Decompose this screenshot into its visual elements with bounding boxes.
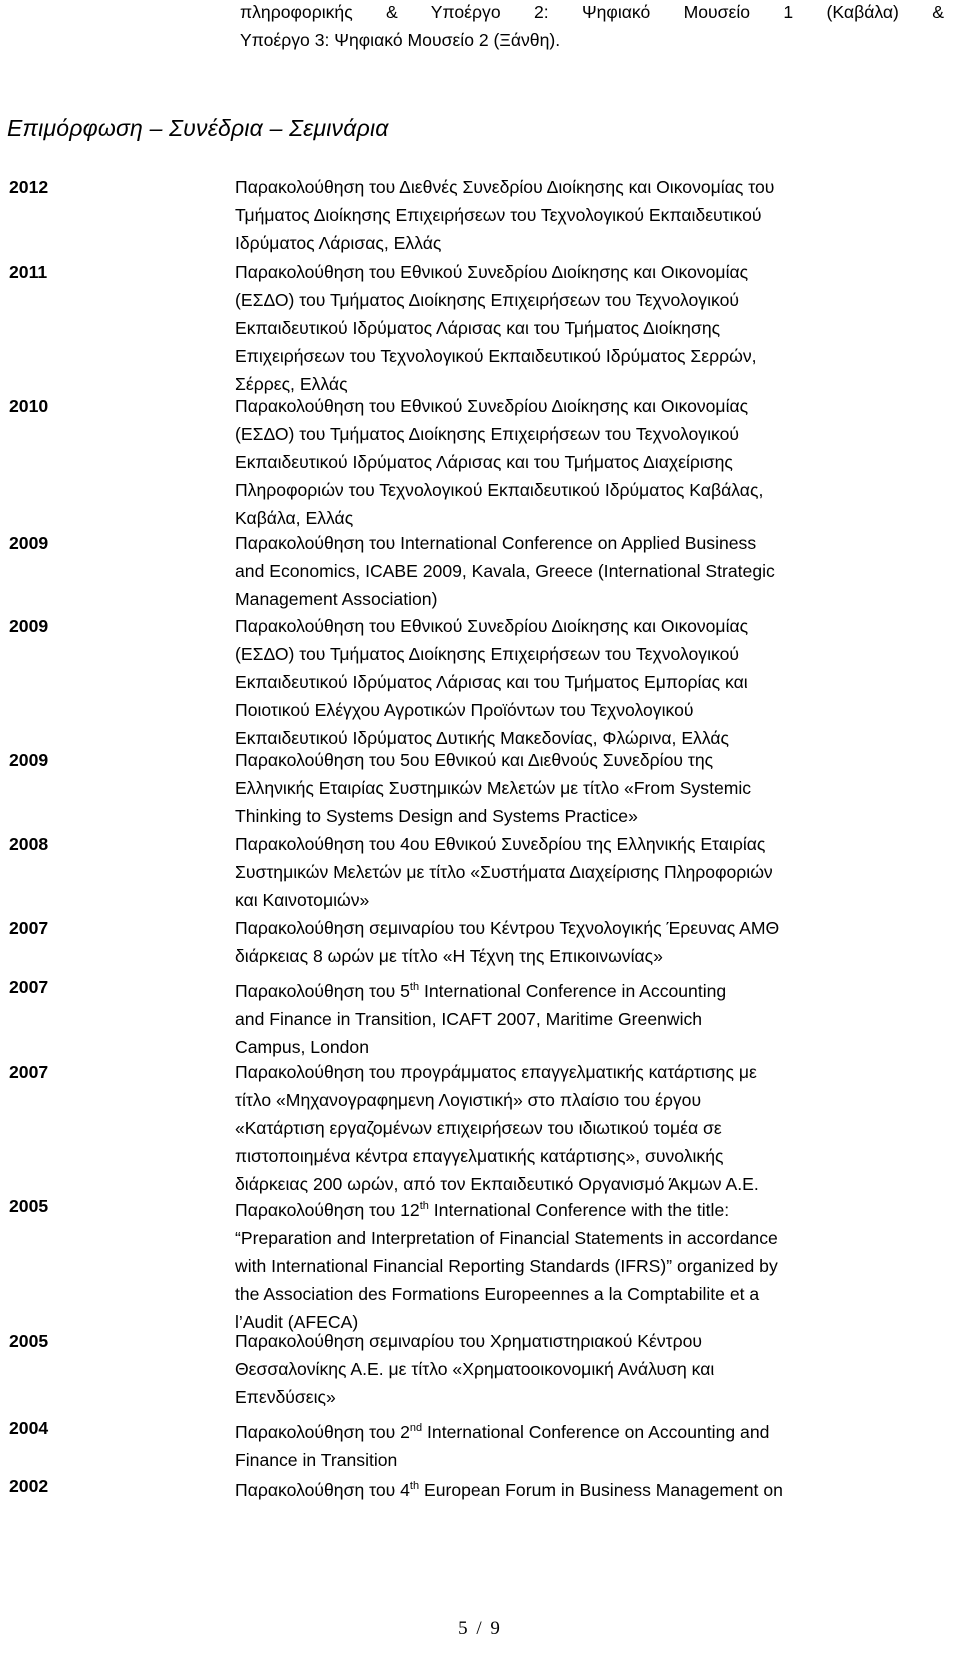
entry-year: 2009: [9, 750, 49, 770]
entry-year: 2007: [9, 977, 49, 997]
entry-line: Συστημικών Μελετών με τίτλο «Συστήματα Διαχείρισης Πληροφοριών: [235, 862, 773, 882]
entry-line: Παρακολούθηση του 12th International Conference with the title:: [235, 1199, 730, 1220]
entry-description: [235, 914, 945, 970]
entry-line: Ιδρύματος Λάρισας, Ελλάς: [235, 233, 442, 253]
entry-line: Παρακολούθηση του Εθνικού Συνεδρίου Διοίκησης και Οικονομίας: [235, 616, 749, 636]
page-number: 5 / 9: [458, 1618, 502, 1639]
entry-description: [235, 973, 945, 1061]
entry-year: 2012: [9, 177, 49, 197]
section-title: Επιμόρφωση – Συνέδρια – Σεμινάρια: [7, 115, 389, 141]
entry-line: Πληροφοριών του Τεχνολογικού Εκπαιδευτικού Ιδρύματος Καβάλας,: [235, 480, 764, 500]
entry-year: 2002: [9, 1476, 49, 1496]
entry-year: 2010: [9, 396, 49, 416]
entry-line: Παρακολούθηση του Εθνικού Συνεδρίου Διοίκησης και Οικονομίας: [235, 396, 749, 416]
entry-description: [235, 746, 945, 830]
entry-line: διάρκειας 200 ωρών, από τον Εκπαιδευτικό Οργανισμό Άκμων Α.Ε.: [235, 1174, 759, 1194]
entry-line: (ΕΣΔΟ) του Τμήματος Διοίκησης Επιχειρήσεων του Τεχνολογικού: [235, 290, 739, 310]
entry-year: 2005: [9, 1331, 49, 1351]
entry-description: [235, 1192, 945, 1336]
entry-line: with International Financial Reporting Standards (IFRS)” organized by: [235, 1255, 778, 1276]
intro-line-2: Υποέργο 3: Ψηφιακό Μουσείο 2 (Ξάνθη).: [240, 30, 561, 50]
entry-line: Παρακολούθηση του 5th International Conference in Accounting: [235, 980, 727, 1001]
entry-description: [235, 1327, 945, 1411]
intro-paragraph: [240, 0, 944, 54]
entry-line: και Καινοτομιών»: [235, 890, 370, 910]
entry-description: [235, 173, 945, 257]
entry-line: Παρακολούθηση του Διεθνές Συνεδρίου Διοίκησης και Οικονομίας του: [235, 177, 775, 197]
entry-description: [235, 529, 945, 613]
entry-line: Τμήματος Διοίκησης Επιχειρήσεων του Τεχνολογικού Εκπαιδευτικού: [235, 205, 762, 225]
entry-line: and Economics, ICABE 2009, Kavala, Greece (International Strategic: [235, 561, 775, 581]
entry-line: Ελληνικής Εταιρίας Συστημικών Μελετών με τίτλο «From Systemic: [235, 778, 752, 798]
entry-line: Εκπαιδευτικού Ιδρύματος Λάρισας και του Τμήματος Εμπορίας και: [235, 672, 748, 692]
entry-year: 2008: [9, 834, 49, 854]
entry-line: l’Audit (AFECA): [235, 1311, 359, 1332]
entry-year: 2004: [9, 1418, 49, 1438]
entry-line: Παρακολούθηση του 4th European Forum in Business Management on: [235, 1479, 783, 1500]
entry-line: τίτλο «Μηχανογραφημενη Λογιστική» στο πλαίσιο του έργου: [235, 1090, 702, 1110]
entry-line: Παρακολούθηση σεμιναρίου του Χρηματιστηριακού Κέντρου: [235, 1331, 703, 1351]
entry-line: «Κατάρτιση εργαζομένων επιχειρήσεων του ιδιωτικού τομέα σε: [235, 1118, 722, 1138]
intro-line-1: πληροφορικής & Υποέργο 2: Ψηφιακό Μουσείο 1 (Καβάλα) &: [240, 2, 944, 22]
entry-line: Ποιοτικού Ελέγχου Αγροτικών Προϊόντων του Τεχνολογικού: [235, 700, 694, 720]
entry-description: [235, 612, 945, 752]
entry-line: Εκπαιδευτικού Ιδρύματος Δυτικής Μακεδονίας, Φλώρινα, Ελλάς: [235, 728, 730, 748]
entry-line: Παρακολούθηση του International Conference on Applied Business: [235, 533, 757, 553]
entry-line: Θεσσαλονίκης Α.Ε. με τίτλο «Χρηματοοικονομική Ανάλυση και: [235, 1359, 715, 1379]
entry-year: 2011: [9, 262, 48, 282]
entry-line: Παρακολούθηση του 5ου Εθνικού και Διεθνούς Συνεδρίου της: [235, 750, 714, 770]
entry-line: Finance in Transition: [235, 1449, 398, 1470]
entry-line: πιστοποιημένα κέντρα επαγγελματικής κατάρτισης», συνολικής: [235, 1146, 724, 1166]
entry-year: 2007: [9, 1062, 49, 1082]
entry-line: the Association des Formations Europeennes a la Comptabilite et a: [235, 1283, 760, 1304]
entry-line: Επενδύσεις»: [235, 1387, 336, 1407]
entry-year: 2009: [9, 616, 49, 636]
entry-line: διάρκειας 8 ωρών με τίτλο «Η Τέχνη της Επικοινωνίας»: [235, 946, 663, 966]
entry-line: Management Association): [235, 589, 438, 609]
entry-line: Καβάλα, Ελλάς: [235, 508, 354, 528]
entry-line: Παρακολούθηση του προγράμματος επαγγελματικής κατάρτισης με: [235, 1062, 757, 1082]
entry-description: [235, 830, 945, 914]
entry-description: [235, 1472, 945, 1504]
entry-line: and Finance in Transition, ICAFT 2007, Maritime Greenwich: [235, 1008, 703, 1029]
entry-line: Παρακολούθηση του 2nd International Conference on Accounting and: [235, 1421, 770, 1442]
entry-year: 2009: [9, 533, 49, 553]
entry-description: [235, 392, 945, 532]
entry-line: Παρακολούθηση του Εθνικού Συνεδρίου Διοίκησης και Οικονομίας: [235, 262, 749, 282]
entry-line: Εκπαιδευτικού Ιδρύματος Λάρισας και του Τμήματος Διοίκησης: [235, 318, 721, 338]
entry-line: Thinking to Systems Design and Systems Practice»: [235, 806, 638, 826]
entry-description: [235, 1058, 945, 1198]
entry-year: 2005: [9, 1196, 49, 1216]
entry-line: Επιχειρήσεων του Τεχνολογικού Εκπαιδευτικού Ιδρύματος Σερρών,: [235, 346, 757, 366]
entry-line: “Preparation and Interpretation of Financial Statements in accordance: [235, 1227, 778, 1248]
entry-line: (ΕΣΔΟ) του Τμήματος Διοίκησης Επιχειρήσεων του Τεχνολογικού: [235, 424, 739, 444]
entry-line: Εκπαιδευτικού Ιδρύματος Λάρισας και του Τμήματος Διαχείρισης: [235, 452, 733, 472]
entry-description: [235, 1414, 945, 1474]
entry-year: 2007: [9, 918, 49, 938]
entry-line: Παρακολούθηση σεμιναρίου του Κέντρου Τεχνολογικής Έρευνας ΑΜΘ: [235, 918, 780, 938]
entry-line: (ΕΣΔΟ) του Τμήματος Διοίκησης Επιχειρήσεων του Τεχνολογικού: [235, 644, 739, 664]
entry-description: [235, 258, 945, 398]
entry-line: Παρακολούθηση του 4ου Εθνικού Συνεδρίου της Ελληνικής Εταιρίας: [235, 834, 766, 854]
entry-line: Σέρρες, Ελλάς: [235, 374, 348, 394]
entry-line: Campus, London: [235, 1036, 369, 1057]
